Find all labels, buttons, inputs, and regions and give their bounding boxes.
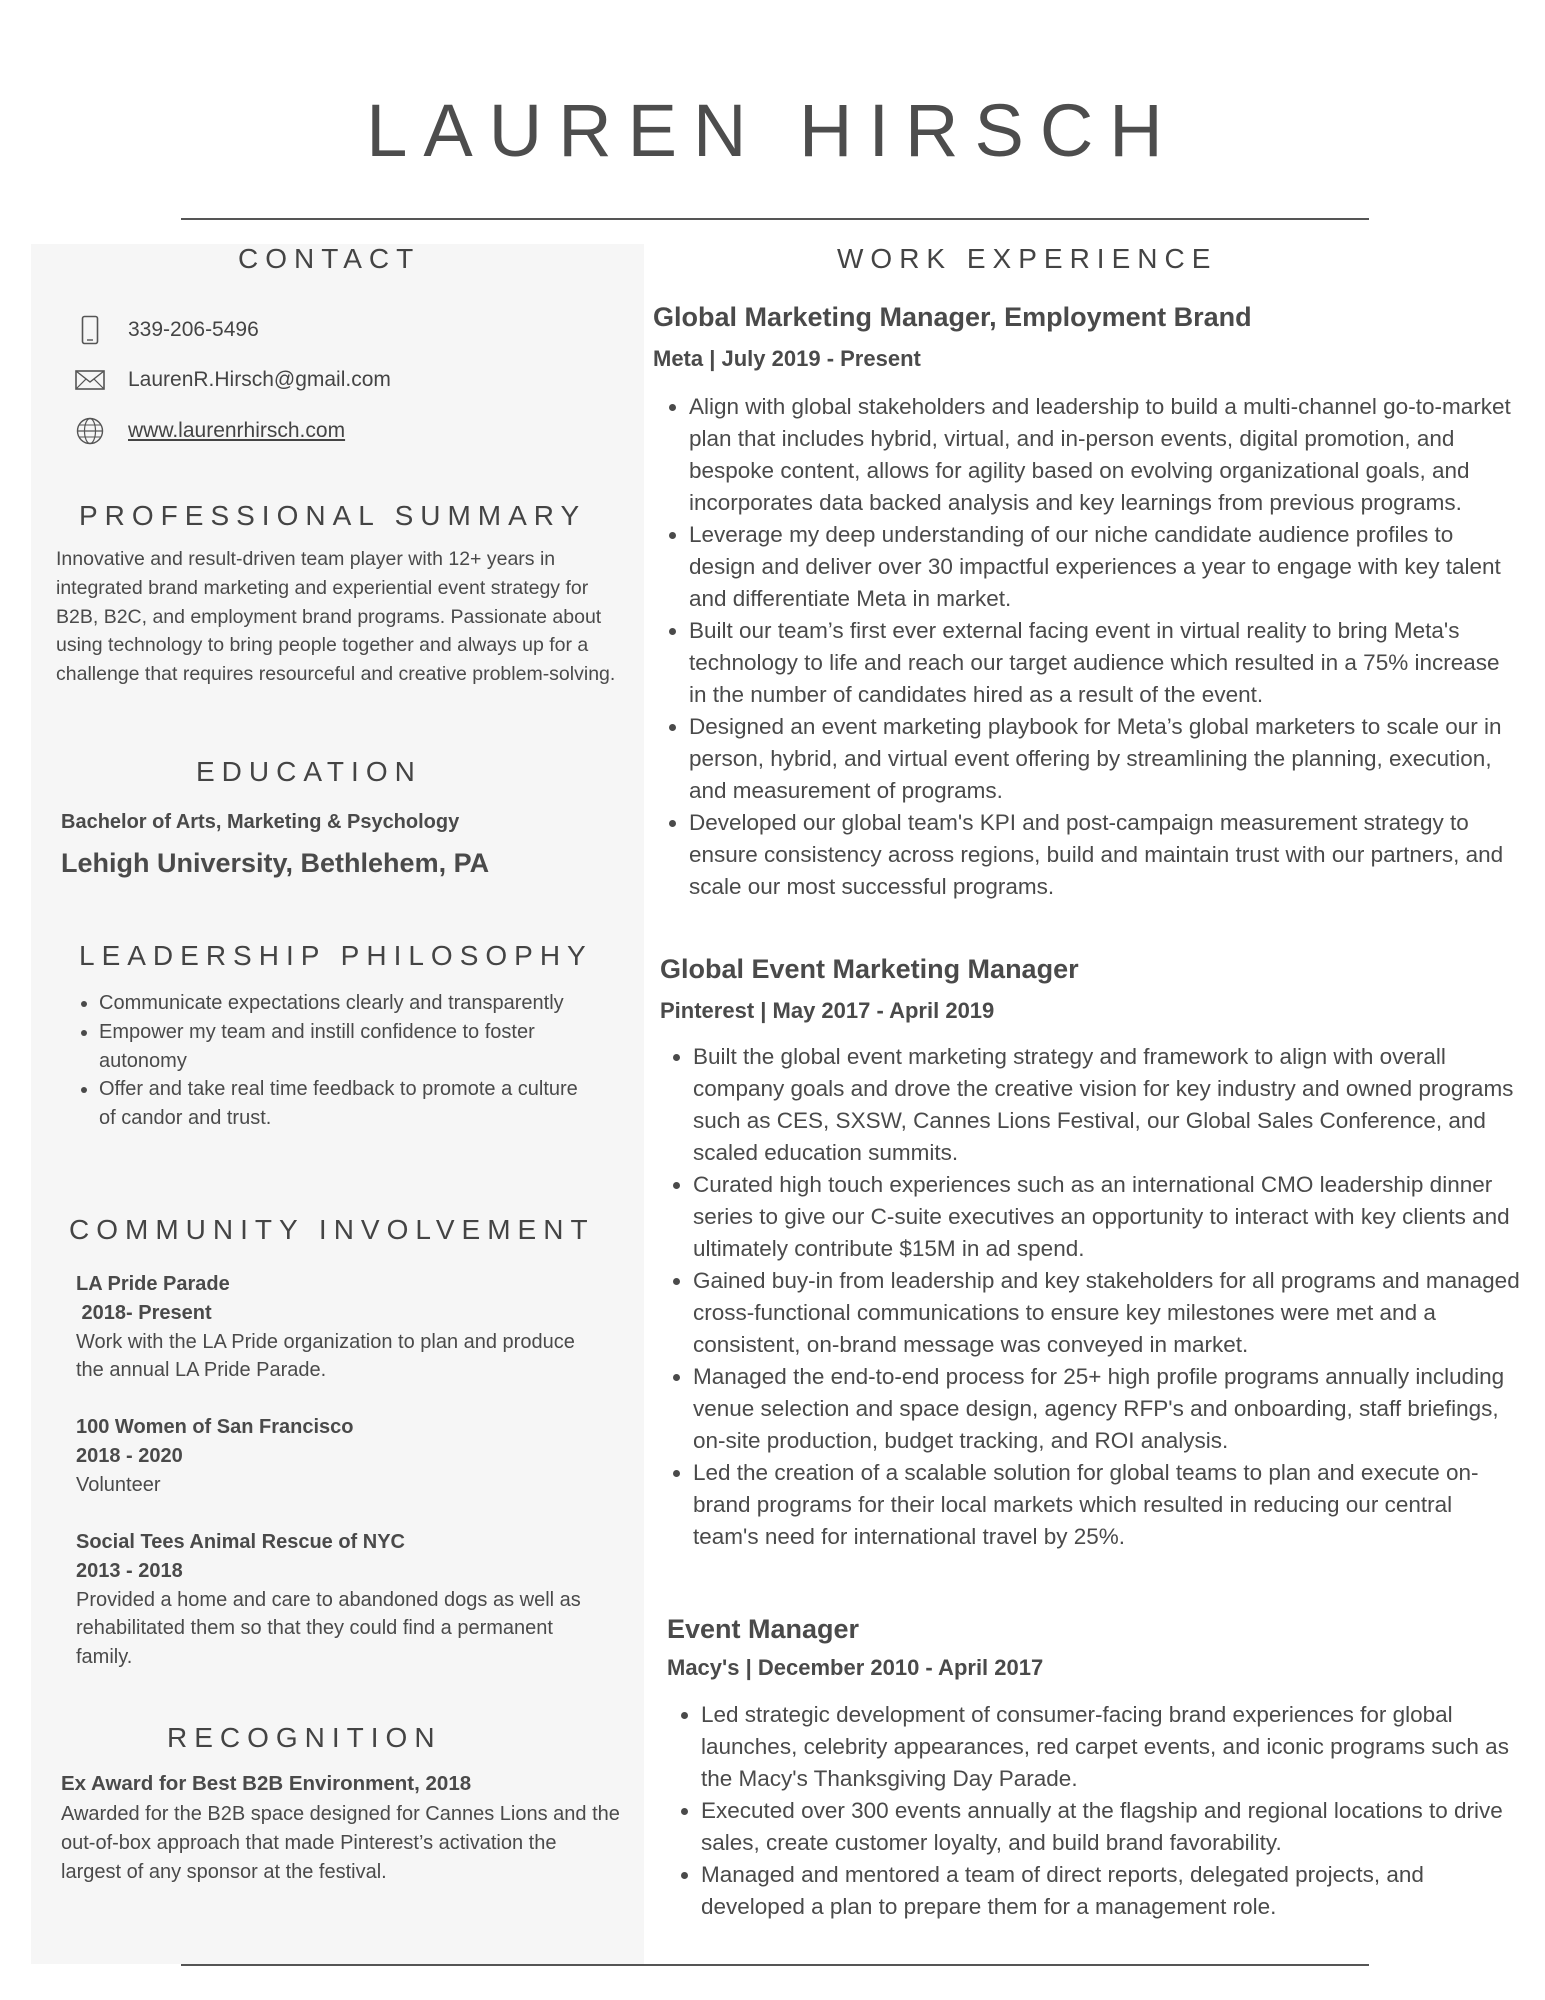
list-item: • Led the creation of a scalable solution for global teams to plan and execute on-brand programs for their local markets which resulted in reducing our central team's need for international travel by 25%.	[693, 1457, 1523, 1553]
envelope-icon	[74, 364, 106, 396]
contact-email[interactable]: LaurenR.Hirsch@gmail.com	[128, 368, 391, 391]
summary-heading: PROFESSIONAL SUMMARY	[79, 500, 587, 531]
community-org: Social Tees Animal Rescue of NYC	[76, 1531, 405, 1553]
list-item: • Align with global stakeholders and leadership to build a multi-channel go-to-market plan that includes hybrid, virtual, and in-person events, digital promotion, and bespoke content, allows for agility based on evolving organizational goals, and incorporates data backed analysis and key learnings from previous programs.	[689, 391, 1519, 519]
header-divider	[181, 218, 1369, 220]
community-dates: 2013 - 2018	[76, 1559, 183, 1582]
list-item: • Designed an event marketing playbook for Meta’s global marketers to scale our in person, hybrid, and virtual event offering by streamlining the planning, execution, and measurement of programs.	[689, 711, 1519, 807]
list-item: • Managed and mentored a team of direct reports, delegated projects, and developed a plan to prepare them for a management role.	[701, 1859, 1526, 1923]
phone-icon	[74, 314, 106, 346]
community-desc: Work with the LA Pride organization to plan and produce the annual LA Pride Parade.	[76, 1330, 575, 1382]
job-title: Global Marketing Manager, Employment Brand	[653, 302, 1252, 332]
job-title: Event Manager	[667, 1614, 860, 1644]
community-entry	[76, 1413, 596, 1499]
community-heading: COMMUNITY INVOLVEMENT	[69, 1214, 595, 1245]
job-bullets	[665, 1699, 1526, 1923]
education-school: Lehigh University, Bethlehem, PA	[61, 848, 490, 878]
list-item: • Developed our global team's KPI and post-campaign measurement strategy to ensure consistency across regions, build and maintain trust with our partners, and scale our most successful programs.	[689, 807, 1519, 903]
contact-heading: CONTACT	[238, 243, 421, 274]
list-item: • Executed over 300 events annually at the flagship and regional locations to drive sales, create customer loyalty, and build brand favorability.	[701, 1795, 1526, 1859]
list-item: • Offer and take real time feedback to promote a culture of candor and trust.	[99, 1075, 589, 1133]
leadership-heading: LEADERSHIP PHILOSOPHY	[79, 940, 593, 971]
education-heading: EDUCATION	[196, 756, 422, 787]
recognition-heading: RECOGNITION	[167, 1722, 442, 1753]
work-heading: WORK EXPERIENCE	[837, 243, 1218, 274]
contact-email-row	[74, 364, 391, 396]
job-bullets	[657, 1041, 1523, 1553]
community-org: LA Pride Parade	[76, 1273, 230, 1295]
list-item: • Communicate expectations clearly and transparently	[99, 989, 589, 1018]
candidate-name: LAUREN HIRSCH	[366, 89, 1179, 172]
list-item: • Curated high touch experiences such as an international CMO leadership dinner series to give our C-suite executives an opportunity to interact with key clients and ultimately contribute $15M in ad spend.	[693, 1169, 1523, 1265]
contact-website-row	[74, 415, 345, 447]
contact-phone[interactable]: 339-206-5496	[128, 318, 259, 341]
community-entry	[76, 1528, 596, 1672]
job-title: Global Event Marketing Manager	[660, 954, 1079, 984]
contact-phone-row	[74, 314, 259, 346]
contact-website-link[interactable]: www.laurenrhirsch.com	[128, 419, 346, 442]
list-item: • Managed the end-to-end process for 25+ high profile programs annually including venue selection and space design, agency RFP's and onboarding, staff briefings, on-site production, budget tracking, and ROI analysis.	[693, 1361, 1523, 1457]
list-item: • Built our team’s first ever external facing event in virtual reality to bring Meta's technology to life and reach our target audience which resulted in a 75% increase in the number of candidates hired as a result of the event.	[689, 615, 1519, 711]
community-desc: Provided a home and care to abandoned dogs as well as rehabilitated them so that they could find a permanent family.	[76, 1588, 581, 1669]
community-entry	[76, 1270, 596, 1385]
list-item: • Led strategic development of consumer-facing brand experiences for global launches, celebrity appearances, red carpet events, and iconic programs such as the Macy's Thanksgiving Day Parade.	[701, 1699, 1526, 1795]
education-degree: Bachelor of Arts, Marketing & Psychology	[61, 811, 460, 833]
globe-icon	[74, 415, 106, 447]
job-company: Pinterest | May 2017 - April 2019	[660, 998, 995, 1023]
community-dates: 2018 - 2020	[76, 1444, 183, 1467]
footer-divider	[181, 1964, 1369, 1966]
job-company: Macy's | December 2010 - April 2017	[667, 1655, 1044, 1680]
job-company: Meta | July 2019 - Present	[653, 346, 921, 371]
list-item: • Built the global event marketing strategy and framework to align with overall company goals and drove the creative vision for key industry and owned programs such as CES, SXSW, Cannes Lions Festival, our Global Sales Conference, and scaled education summits.	[693, 1041, 1523, 1169]
job-bullets	[653, 391, 1519, 903]
list-item: • Empower my team and instill confidence to foster autonomy	[99, 1018, 589, 1076]
recognition-desc: Awarded for the B2B space designed for Cannes Lions and the out-of-box approach that made Pinterest’s activation the largest of any sponsor at the festival.	[61, 1803, 620, 1883]
community-dates: 2018- Present	[76, 1301, 212, 1324]
list-item: • Leverage my deep understanding of our niche candidate audience profiles to design and deliver over 30 impactful experiences a year to engage with key talent and differentiate Meta in market.	[689, 519, 1519, 615]
leadership-list	[67, 989, 589, 1133]
summary-text: Innovative and result-driven team player with 12+ years in integrated brand marketing and experiential event strategy for B2B, B2C, and employment brand programs. Passionate about using technology to bring people together and always up for a challenge that requires resourceful and creative problem-solving.	[56, 548, 616, 686]
list-item: • Gained buy-in from leadership and key stakeholders for all programs and managed cross-functional communications to ensure key milestones were met and a consistent, on-brand message was conveyed in market.	[693, 1265, 1523, 1361]
community-org: 100 Women of San Francisco	[76, 1416, 354, 1438]
recognition-award: Ex Award for Best B2B Environment, 2018	[61, 1772, 472, 1795]
community-desc: Volunteer	[76, 1473, 161, 1496]
